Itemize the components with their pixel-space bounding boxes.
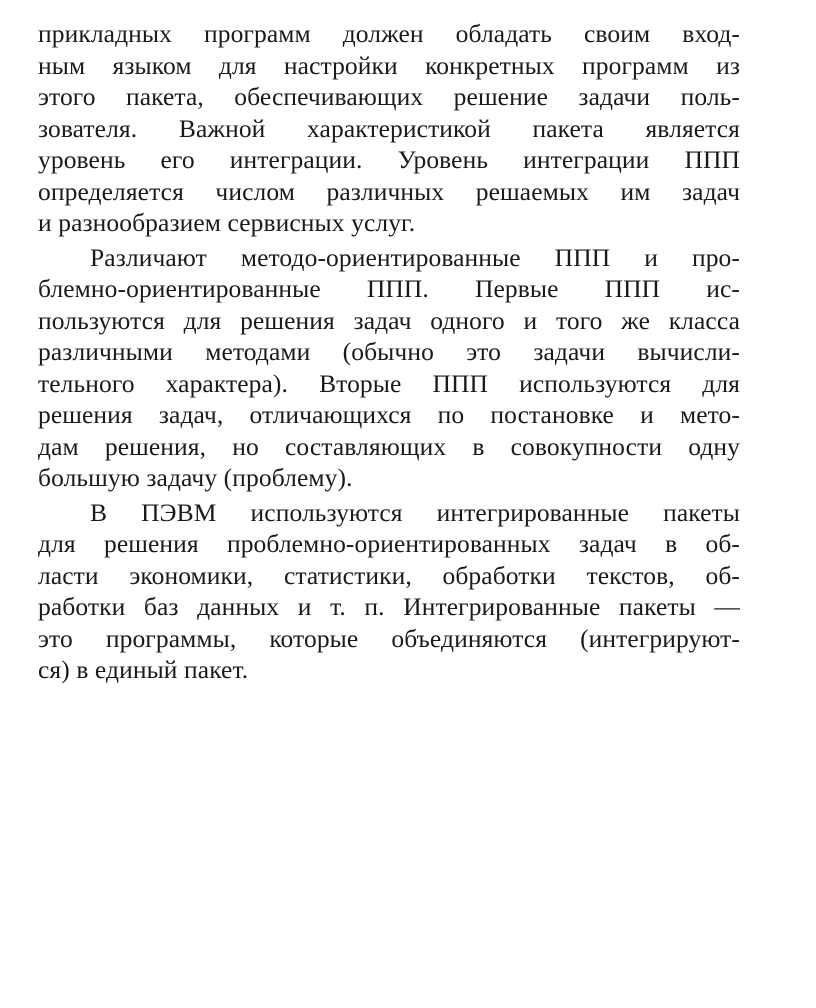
text-line: этого пакета, обеспечивающих решение задачи поль- [38, 82, 740, 111]
text-line: это программы, которые объединяются (интегрируют- [38, 623, 740, 653]
text-line: ным языком для настройки конкретных программ из [38, 50, 740, 80]
text-line: блемно-ориентированные ППП. Первые ППП ис- [38, 274, 740, 303]
text-line: различными методами (обычно это задачи вычисли- [38, 337, 740, 366]
text-line: решения задач, отличающихся по постановке и мето- [38, 400, 740, 429]
text-line: Различают методо-ориентированные ППП и про- [90, 242, 740, 272]
paragraph-2 [38, 242, 740, 494]
text-line: дам решения, но составляющих в совокупности одну [38, 431, 740, 461]
text-line: прикладных программ должен обладать своим вход- [38, 19, 740, 48]
text-line: зователя. Важной характеристикой пакета является [38, 113, 740, 143]
text-line: работки баз данных и т. п. Интегрированные пакеты — [38, 592, 740, 621]
text-line: ласти экономики, статистики, обработки текстов, об- [38, 560, 740, 590]
document-page [38, 18, 740, 686]
text-line: и разнообразием сервисных услуг. [38, 208, 416, 237]
text-line: большую задачу (проблему). [38, 463, 353, 492]
text-line: ся) в единый пакет. [38, 655, 249, 684]
paragraph-3 [38, 497, 740, 686]
text-line: В ПЭВМ используются интегрированные пакеты [90, 497, 740, 527]
text-line: для решения проблемно-ориентированных задач в об- [38, 529, 740, 558]
paragraph-1 [38, 18, 740, 239]
text-line: тельного характера). Вторые ППП используются для [38, 368, 740, 398]
text-line: определяется числом различных решаемых им задач [38, 176, 740, 206]
text-line: пользуются для решения задач одного и того же класса [38, 305, 740, 335]
text-line: уровень его интеграции. Уровень интеграции ППП [38, 145, 740, 174]
